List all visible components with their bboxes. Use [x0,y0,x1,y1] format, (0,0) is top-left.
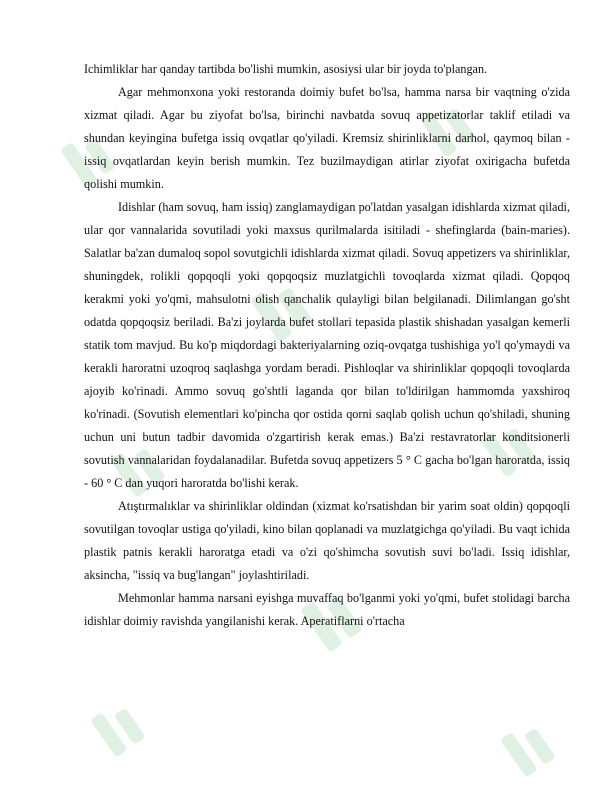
paragraph-5: Mehmonlar hamma narsani eyishga muvaffaq bo'lganmi yoki yo'qmi, bufet stolidagi barcha idishlar doimiy ravishda yangilanishi kerak. Aperatiflarni o'rtacha [84,591,570,628]
paragraph-1: Ichimliklar har qanday tartibda bo'lishi mumkin, asosiysi ular bir joyda to'plangan. [84,62,488,76]
paragraph-3: Idishlar (ham sovuq, ham issiq) zanglamaydigan po'latdan yasalgan idishlarda xizmat qiladi, ular qor vannalarida sovutiladi yoki maxsus qurilmalarda isitiladi - shefinglarda (bain-maries). Salatlar ba'zan dumaloq sopol sovutgichli idishlarda xizmat qiladi. Sovuq appetizers va shirinliklar, shuningdek, rolikli qopqoqli yoki qopqoqsiz muzlatgichli tovoqlarda xizmat qiladi. Qopqoq kerakmi yoki yo'qmi, mahsulotni olish qanchalik qulayligi bilan belgilanadi. Dilimlangan go'sht odatda qopqoqsiz beriladi. Ba'zi joylarda bufet stollari tepasida plastik shishadan yasalgan kemerli statik tom mavjud. Bu ko'p miqdordagi bakteriyalarning oziq-ovqatga tushishiga yo'l qo'ymaydi va kerakli haroratni uzoqroq saqlashga yordam beradi. Pishloqlar va shirinliklar qopqoqli tovoqlarda ajoyib ko'rinadi. Ammo sovuq go'shtli laganda qor bilan to'ldirilgan hammomda yaxshiroq ko'rinadi. (Sovutish elementlari ko'pincha qor ostida qorni saqlab qolish uchun qo'shiladi, shuning uchun uni butun tadbir davomida o'zgartirish kerak emas.) Ba'zi restavratorlar konditsionerli sovutish vannalaridan foydalanadilar. Bufetda sovuq appetizers 5 ° C gacha bo'lgan haroratda, issiq - 60 ° C dan yuqori haroratda bo'lishi kerak. [84,200,570,490]
paragraph-4: Atıştırmalıklar va shirinliklar oldindan (xizmat ko'rsatishdan bir yarim soat oldin) qopqoqli sovutilgan tovoqlar ustiga qo'yiladi, kino bilan qoplanadi va muzlatgichga qo'yiladi. Bu vaqt ichida plastik patnis kerakli haroratga etadi va o'zi qo'shimcha sovutish suvi bo'ladi. Issiq idishlar, aksincha, "issiq va bug'langan" joylashtiriladi. [84,499,570,582]
document-body [84,58,570,633]
paragraph-2: Agar mehmonxona yoki restoranda doimiy bufet bo'lsa, hamma narsa bir vaqtning o'zida xizmat qiladi. Agar bu ziyofat bo'lsa, birinchi navbatda sovuq appetizatorlar taklif etiladi va shundan keyingina bufetga issiq ovqatlar qo'yiladi. Kremsiz shirinliklarni darhol, qaymoq bilan - issiq ovqatlardan keyin berish mumkin. Tez buzilmaydigan atirlar ziyofat oxirigacha bufetda qolishi mumkin. [84,85,570,191]
